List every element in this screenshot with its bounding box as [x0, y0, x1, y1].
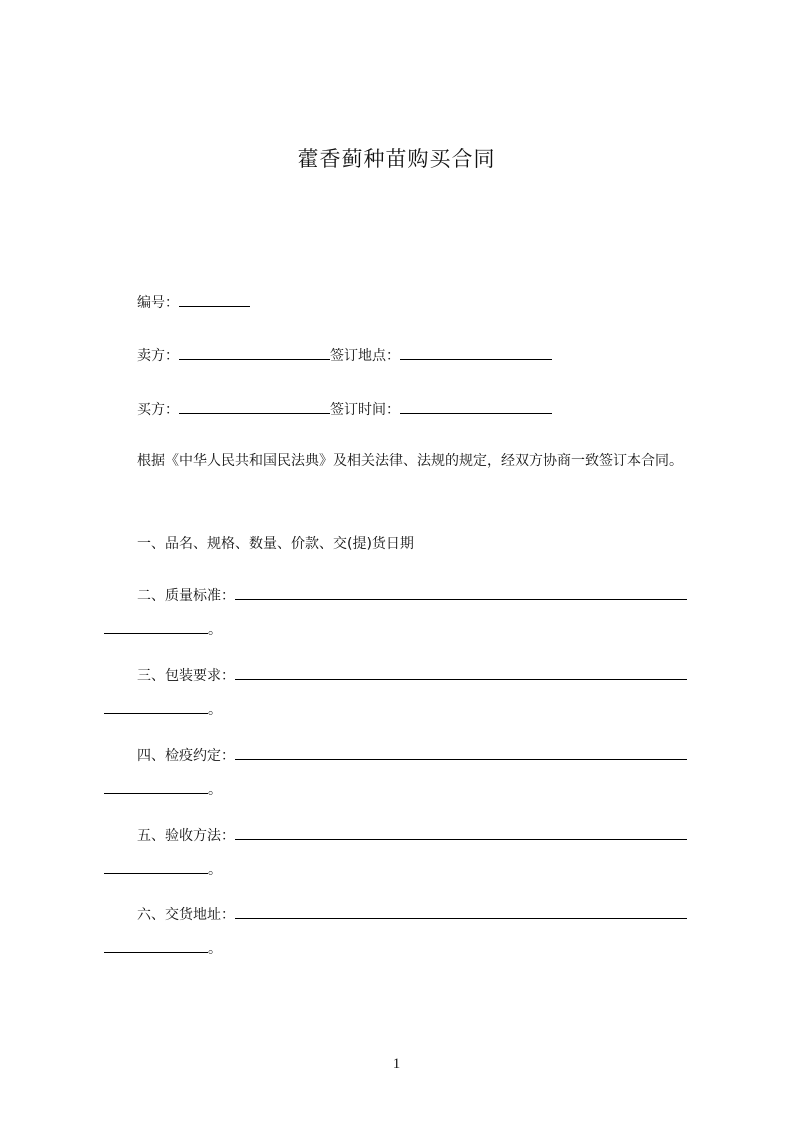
clause-end-mark: 。: [208, 702, 222, 718]
buyer-label: 买方：: [137, 402, 179, 418]
contract-number-label: 编号：: [137, 295, 179, 311]
seller-label: 卖方：: [137, 348, 179, 364]
clause-acceptance: [104, 825, 687, 879]
document-title: 藿香蓟种苗购买合同: [297, 147, 496, 171]
buyer-line: [137, 399, 552, 419]
clause-delivery-address: [104, 904, 687, 958]
buyer-blank[interactable]: [179, 399, 330, 414]
clause-label: 五、验收方法：: [137, 828, 235, 844]
clause-packaging: [104, 665, 687, 719]
clause-blank-cont[interactable]: [104, 699, 208, 714]
clause-end-mark: 。: [208, 622, 222, 638]
clause-blank-cont[interactable]: [104, 938, 208, 953]
clause-blank[interactable]: [235, 825, 687, 840]
clause-end-mark: 。: [208, 782, 222, 798]
clause-label: 三、包装要求：: [137, 668, 235, 684]
intro-paragraph: [104, 446, 704, 476]
sign-place-blank[interactable]: [400, 345, 552, 360]
clause-quarantine: [104, 745, 687, 799]
contract-number-line: [137, 292, 250, 312]
clause-label: 六、交货地址：: [137, 907, 235, 923]
clause-blank[interactable]: [235, 665, 687, 680]
sign-place-label: 签订地点：: [330, 348, 400, 364]
clause-1: 一、品名、规格、数量、价款、交(提)货日期: [137, 536, 414, 552]
clause-label: 四、检疫约定：: [137, 748, 235, 764]
sign-time-blank[interactable]: [400, 399, 552, 414]
intro-text: 根据《中华人民共和国民法典》及相关法律、法规的规定，经双方协商一致签订本合同。: [137, 453, 683, 469]
clause-blank-cont[interactable]: [104, 779, 208, 794]
contract-number-blank[interactable]: [179, 292, 250, 307]
page-number: 1: [392, 1056, 401, 1072]
clause-end-mark: 。: [208, 941, 222, 957]
seller-blank[interactable]: [179, 345, 330, 360]
clause-blank[interactable]: [235, 585, 687, 600]
clause-blank[interactable]: [235, 904, 687, 919]
sign-time-label: 签订时间：: [330, 402, 400, 418]
clause-end-mark: 。: [208, 862, 222, 878]
seller-line: [137, 345, 552, 365]
clause-blank[interactable]: [235, 745, 687, 760]
clause-blank-cont[interactable]: [104, 619, 208, 634]
clause-label: 二、质量标准：: [137, 588, 235, 604]
clause-quality: [104, 585, 687, 639]
clause-blank-cont[interactable]: [104, 859, 208, 874]
